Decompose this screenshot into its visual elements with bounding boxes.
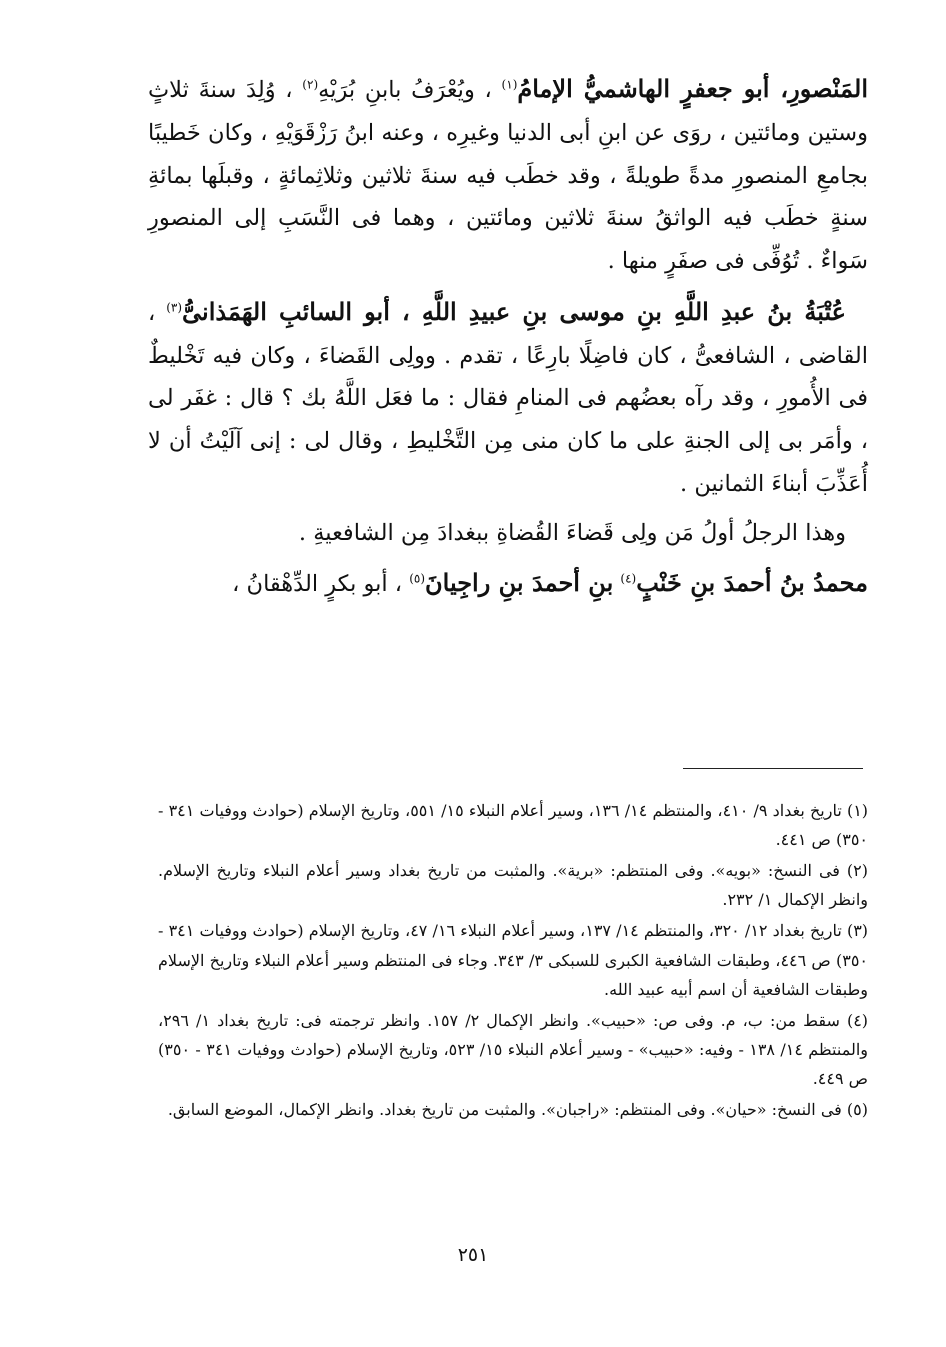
entry-paragraph (148, 560, 868, 606)
entry-paragraph (148, 289, 868, 506)
footnote: (٣) تاريخ بغداد ١٢/ ٣٢٠، والمنتظم ١٤/ ١٣٧، وسير أعلام النبلاء ١٦/ ٤٧، وتاريخ الإسلام (حوادث ووفيات ٣٤١ - ٣٥٠) ص ٤٤٦، وطبقات الشافعية الكبرى للسبكى ٣/ ٣٤٣. وجاء فى المنتظم وسير أعلام النبلاء وتاريخ الإسلام وطبقات الشافعية أن اسم أبيه عبيد الله. (158, 921, 869, 999)
footnotes (158, 796, 868, 1126)
footnote: (١) تاريخ بغداد ٩/ ٤١٠، والمنتظم ١٤/ ١٣٦، وسير أعلام النبلاء ١٥/ ٥٥١، وتاريخ الإسلام (حوادث ووفيات ٣٤١ - ٣٥٠) ص ٤٤١. (158, 801, 869, 850)
entry-name: عُتْبَةُ بنُ عبدِ اللَّهِ بنِ موسى بنِ عبيدِ اللَّهِ ، أبو السائبِ الهَمَذانىُّ (182, 296, 847, 326)
entry-text: ، القاضى ، الشافعىُّ ، كان فاضِلًا بارِعًا ، تقدم . وولِى القَضاءَ ، وكان فيه تَخْليطٌ فى الأُمورِ ، وقد رآه بعضُهم فى المنامِ فقال : ما فعَل اللَّهُ بك ؟ قال : غفَر لى ، وأمَر بى إلى الجنةِ على ما كان منى مِن التَّخْليطِ ، وقال لى : إنى آلَيْتُ أن لا أُعَذِّبَ أبناءَ الثمانين . (148, 299, 868, 497)
footnote-ref: (١) (501, 77, 518, 92)
page-number: ٢٥١ (457, 1244, 489, 1266)
entry-text: ، وُلِدَ سنةَ ثلاثٍ وستين ومائتين ، روَى عن ابنِ أبى الدنيا وغيرِه ، وعنه ابنُ رَزْقَوَيْهِ ، وكان خَطيبًا بجامعِ المنصورِ مدةً طويلةً ، وقد خطَب فيه سنةَ ثلاثين وثلاثِمائةٍ ، وقبلَها بمائةِ سنةٍ خطَب فيه الواثقُ سنةَ ثلاثين ومائتين ، وهما فى النَّسَبِ إلى المنصورِ سَواءٌ . تُوُفِّى فى صفَرٍ منها . (148, 77, 868, 274)
main-text (148, 66, 868, 612)
footnote-separator (683, 768, 863, 769)
entry-name: محمدُ بنُ أحمدَ بنِ خَنْبٍ (636, 568, 868, 598)
footnote: (٢) فى النسخ: «بويه». وفى المنتظم: «برية». والمثبت من تاريخ بغداد وسير أعلام النبلاء وتاريخ الإسلام. وانظر الإكمال ١/ ٢٣٢. (158, 861, 868, 910)
entry-name: المَنْصورِ، أبو جعفرٍ الهاشميُّ الإمامُ (517, 74, 869, 103)
footnote-ref: (٤) (620, 571, 637, 586)
footnote: (٤) سقط من: ب، م. وفى ص: «حبيب». وانظر الإكمال ٢/ ١٥٧. وانظر ترجمته فى: تاريخ بغداد ١/ ٢٩٦، والمنتظم ١٤/ ١٣٨ - وفيه: «حبيب» - وسير أعلام النبلاء ١٥/ ٥٢٣، وتاريخ الإسلام (حوادث ووفيات ٣٤١ - ٣٥٠) ص ٤٤٩. (158, 1010, 869, 1088)
entry-paragraph (148, 66, 868, 283)
footnote-ref: (٥) (409, 571, 426, 586)
entry-text: ، أبو بكرٍ الدِّهْقانُ ، (232, 571, 403, 598)
footnote-ref: (٣) (166, 300, 183, 315)
footnote: (٥) فى النسخ: «حيان». وفى المنتظم: «راجبان». والمثبت من تاريخ بغداد. وانظر الإكمال، الموضع السابق. (167, 1100, 868, 1120)
entry-name: بنِ أحمدَ بنِ راجِيانَ (425, 568, 614, 598)
footnote-ref: (٢) (302, 77, 319, 92)
entry-text: ، ويُعْرَفُ بابنِ بُرَيْهِ (318, 77, 492, 103)
remark-paragraph: وهذا الرجلُ أولُ مَن ولِى قَضاءَ القُضاةِ ببغدادَ مِن الشافعيةِ . (298, 519, 846, 546)
